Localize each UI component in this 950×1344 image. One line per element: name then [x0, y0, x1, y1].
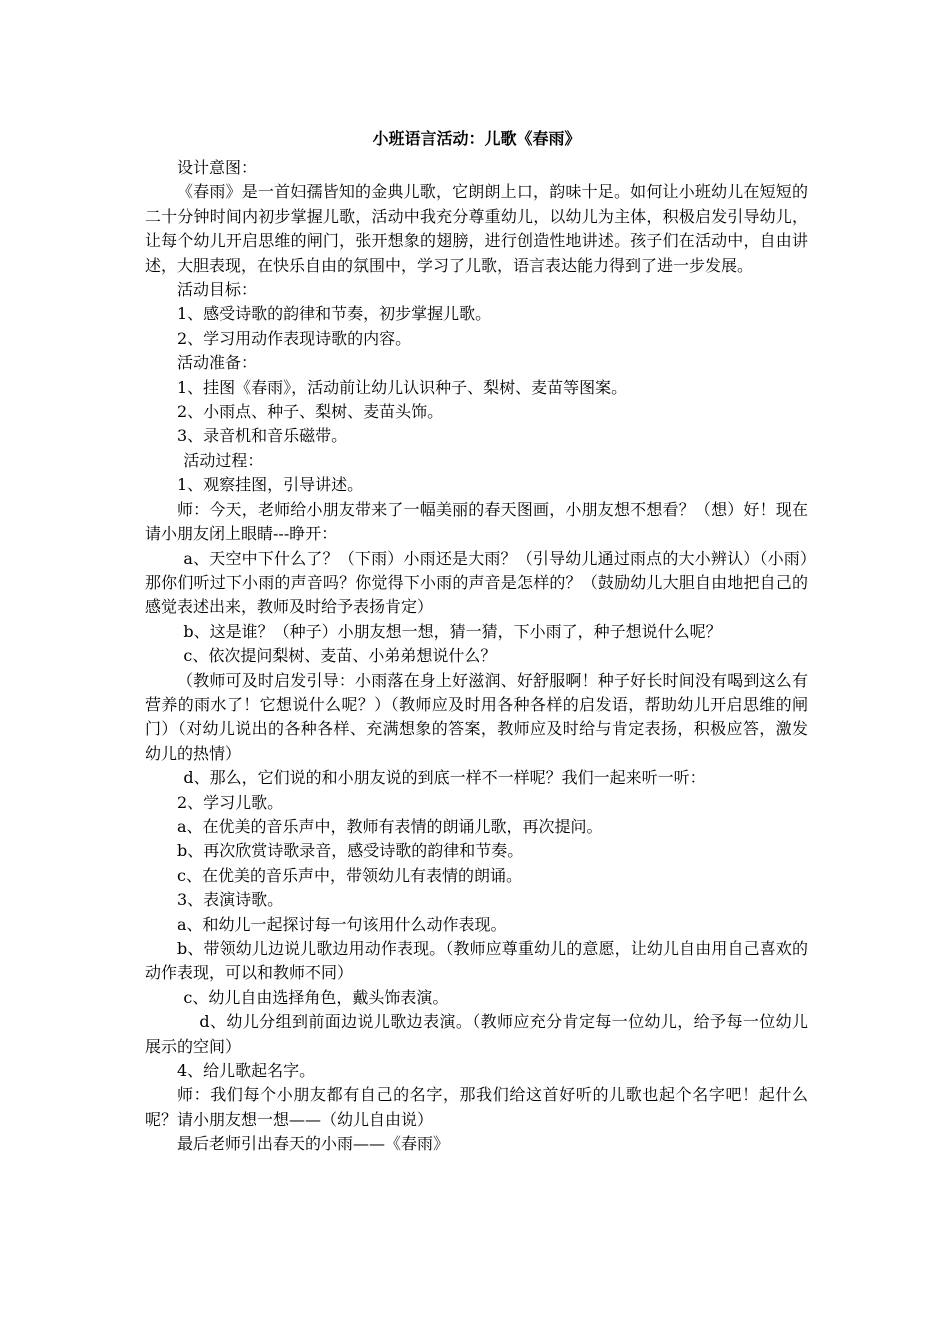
paragraph-question-a: a、天空中下什么了？（下雨）小雨还是大雨？（引导幼儿通过雨点的大小辨认）（小雨）那你们听过下小雨的声音吗？你觉得下小雨的声音是怎样的？（鼓励幼儿大胆自由地把自己的感觉表述出来，教师及时给予表扬肯定）: [145, 548, 808, 617]
heading-design-intent: 设计意图：: [177, 158, 258, 177]
paragraph-teacher-intro: 师：今天，老师给小朋友带来了一幅美丽的春天图画，小朋友想不想看？（想）好！现在请小朋友闭上眼睛---睁开：: [145, 499, 808, 544]
paragraph-question-c: c、依次提问梨树、麦苗、小弟弟想说什么？: [183, 646, 497, 666]
paragraph-question-b: b、这是谁？（种子）小朋友想一想，猜一猜，下小雨了，种子想说什么呢？: [183, 621, 722, 641]
document-title: 小班语言活动：儿歌《春雨》: [372, 129, 581, 148]
step-2-item-c: c、在优美的音乐声中，带领幼儿有表情的朗诵。: [177, 865, 522, 885]
step-2-item-b: b、再次欣赏诗歌录音，感受诗歌的韵律和节奏。: [177, 841, 524, 861]
step-3-item-b: b、带领幼儿边说儿歌边用动作表现。（教师应尊重幼儿的意愿，让幼儿自由用自己喜欢的动作表现，可以和教师不同）: [145, 939, 808, 983]
process-step-2: 2、学习儿歌。: [177, 792, 284, 812]
document-page: [145, 126, 808, 1157]
heading-activity-preparation: 活动准备：: [177, 353, 258, 373]
preparation-item-3: 3、录音机和音乐磁带。: [177, 426, 348, 446]
process-step-4: 4、给儿歌起名字。: [177, 1061, 316, 1081]
process-step-3: 3、表演诗歌。: [177, 890, 284, 910]
preparation-item-1: 1、挂图《春雨》，活动前让幼儿认识种子、梨树、麦苗等图案。: [177, 377, 628, 397]
paragraph-design-intent: 《春雨》是一首妇孺皆知的金典儿歌，它朗朗上口，韵味十足。如何让小班幼儿在短短的二十分钟时间内初步掌握儿歌，活动中我充分尊重幼儿，以幼儿为主体，积极启发引导幼儿，让每个幼儿开启思维的闸门，张开想象的翅膀，进行创造性地讲述。孩子们在活动中，自由讲述，大胆表现，在快乐自由的氛围中，学习了儿歌，语言表达能力得到了进一步发展。: [145, 182, 808, 275]
step-3-item-c: c、幼儿自由选择角色，戴头饰表演。: [183, 987, 449, 1007]
preparation-item-2: 2、小雨点、种子、梨树、麦苗头饰。: [177, 402, 444, 422]
step-2-item-a: a、在优美的音乐声中，教师有表情的朗诵儿歌，再次提问。: [177, 816, 603, 836]
heading-activity-goals: 活动目标：: [177, 280, 258, 300]
paragraph-question-d: d、那么，它们说的和小朋友说的到底一样不一样呢？我们一起来听一听：: [183, 768, 706, 788]
goal-item-2: 2、学习用动作表现诗歌的内容。: [177, 328, 412, 348]
step-3-item-d: d、幼儿分组到前面边说儿歌边表演。（教师应充分肯定每一位幼儿，给予每一位幼儿展示的空间）: [145, 1012, 808, 1056]
process-step-1: 1、观察挂图，引导讲述。: [177, 475, 364, 495]
heading-activity-process: 活动过程：: [183, 450, 264, 470]
paragraph-teacher-guidance: （教师可及时启发引导：小雨落在身上好滋润、好舒服啊！种子好长时间没有喝到这么有营养的雨水了！它想说什么呢？）（教师应及时用各种各样的启发语，帮助幼儿开启思维的闸门）（对幼儿说出的各种各样、充满想象的答案，教师应及时给与肯定表扬，积极应答，激发幼儿的热情）: [145, 670, 808, 763]
goal-item-1: 1、感受诗歌的韵律和节奏，初步掌握儿歌。: [177, 304, 492, 324]
step-3-item-a: a、和幼儿一起探讨每一句该用什么动作表现。: [177, 914, 507, 934]
paragraph-conclusion: 最后老师引出春天的小雨——《春雨》: [177, 1134, 450, 1154]
paragraph-naming: 师：我们每个小朋友都有自己的名字，那我们给这首好听的儿歌也起个名字吧！起什么呢？请小朋友想一想——（幼儿自由说）: [145, 1085, 808, 1129]
